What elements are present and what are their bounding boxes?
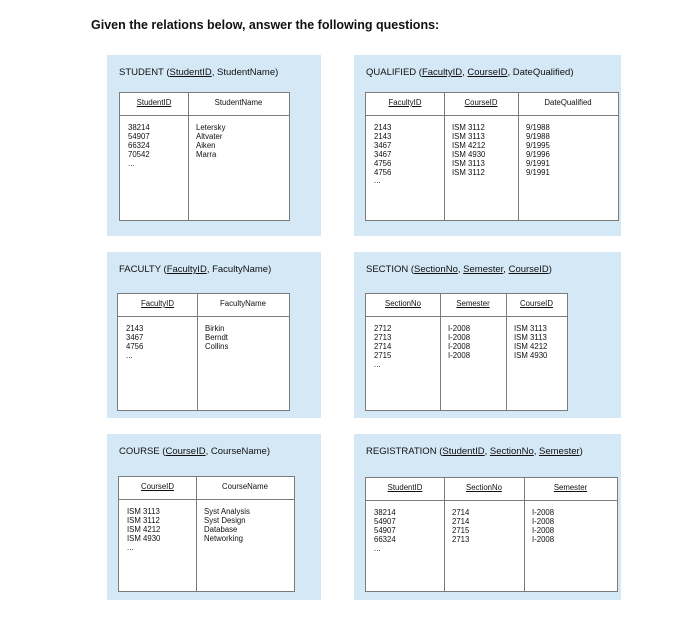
table-cell: Database xyxy=(204,524,238,534)
column-values xyxy=(127,508,160,552)
column-values xyxy=(374,509,396,553)
table-cell: 2712 xyxy=(374,324,392,333)
ellipsis-row: ... xyxy=(127,542,134,552)
primary-key-attribute: Semester xyxy=(539,446,580,457)
registration-table xyxy=(365,477,618,592)
table-cell: 2715 xyxy=(374,350,392,360)
column-values xyxy=(448,325,470,361)
table-cell: 2143 xyxy=(374,123,392,132)
column-header: FacultyID xyxy=(141,299,174,308)
table-cell: 2714 xyxy=(452,516,470,526)
table-cell: 2713 xyxy=(452,534,470,544)
attribute: CourseName xyxy=(210,446,267,457)
table-cell: 66324 xyxy=(128,140,150,150)
table-cell: 4756 xyxy=(126,341,144,351)
column-values xyxy=(526,124,550,177)
attribute: StudentName xyxy=(217,67,276,78)
table-cell: 2714 xyxy=(374,341,392,351)
column-header: CourseID xyxy=(520,299,553,308)
table-cell: ISM 3113 xyxy=(452,158,485,168)
table-cell: 66324 xyxy=(374,534,396,544)
relation-title: STUDENT (StudentID, StudentName) xyxy=(119,67,279,78)
relation-name: REGISTRATION ( xyxy=(366,446,443,457)
table-cell: 2714 xyxy=(452,508,470,517)
primary-key-attribute: FacultyID xyxy=(166,264,207,275)
table-cell: I-2008 xyxy=(448,350,471,360)
primary-key-attribute: Semester xyxy=(463,264,504,275)
column-values xyxy=(374,124,391,185)
table-cell: Networking xyxy=(204,533,243,543)
relation-name: COURSE ( xyxy=(119,446,166,457)
qualified-table xyxy=(365,92,619,221)
table-cell: I-2008 xyxy=(448,324,471,333)
column-values xyxy=(204,508,250,544)
table-cell: 2143 xyxy=(126,324,144,333)
ellipsis-row: ... xyxy=(374,543,381,553)
column-header: FacultyName xyxy=(220,299,266,308)
primary-key-attribute: CourseID xyxy=(467,67,508,78)
table-cell: Syst Design xyxy=(204,515,246,525)
table-cell: 3467 xyxy=(126,332,144,342)
column-divider xyxy=(506,294,507,410)
table-cell: 54907 xyxy=(128,131,150,141)
relation-name: FACULTY ( xyxy=(119,264,167,275)
table-cell: 38214 xyxy=(128,123,150,132)
table-cell: Berndt xyxy=(205,332,228,342)
table-cell: ISM 3113 xyxy=(514,324,547,333)
table-cell: 70542 xyxy=(128,149,150,159)
column-values xyxy=(514,325,547,361)
student-table xyxy=(119,92,290,221)
relation-name: QUALIFIED ( xyxy=(366,67,422,78)
table-cell: Birkin xyxy=(205,324,225,333)
table-cell: 4756 xyxy=(374,167,392,177)
table-cell: ISM 4212 xyxy=(514,341,548,351)
column-values xyxy=(128,124,150,168)
column-header: SectionNo xyxy=(466,483,502,492)
table-cell: ISM 3113 xyxy=(514,332,547,342)
relation-title: COURSE (CourseID, CourseName) xyxy=(119,446,270,457)
page-title: Given the relations below, answer the following questions: xyxy=(91,18,440,32)
ellipsis-row: ... xyxy=(128,158,135,168)
relation-name: STUDENT ( xyxy=(119,67,170,78)
column-values xyxy=(196,124,225,160)
table-cell: 2713 xyxy=(374,332,392,342)
primary-key-attribute: SectionNo xyxy=(414,264,458,275)
column-header: StudentName xyxy=(214,98,263,107)
registration-panel xyxy=(354,434,621,600)
table-cell: 2143 xyxy=(374,131,392,141)
relation-name: SECTION ( xyxy=(366,264,415,275)
column-values xyxy=(452,124,485,177)
course-table xyxy=(118,476,295,592)
table-cell: Letersky xyxy=(196,123,226,132)
column-header: DateQualified xyxy=(544,98,592,107)
column-header: SectionNo xyxy=(385,299,421,308)
table-cell: 54907 xyxy=(374,516,396,526)
table-cell: ISM 3112 xyxy=(127,515,160,525)
table-cell: ISM 4930 xyxy=(452,149,486,159)
table-cell: ISM 3113 xyxy=(127,507,160,516)
column-header: CourseName xyxy=(222,482,268,491)
relation-title: REGISTRATION (StudentID, SectionNo, Semester) xyxy=(366,446,583,457)
table-cell: 9/1988 xyxy=(526,123,550,132)
column-divider xyxy=(444,478,445,591)
table-cell: I-2008 xyxy=(532,508,555,517)
ellipsis-row: ... xyxy=(374,359,381,369)
column-header: StudentID xyxy=(136,98,172,107)
table-cell: ISM 4930 xyxy=(127,533,161,543)
column-divider xyxy=(188,93,189,220)
table-cell: I-2008 xyxy=(532,525,555,535)
table-cell: 3467 xyxy=(374,149,392,159)
qualified-panel xyxy=(354,55,621,236)
column-header: CourseID xyxy=(464,98,498,107)
column-header: Semester xyxy=(553,483,588,492)
table-cell: Aiken xyxy=(196,140,216,150)
table-cell: 9/1996 xyxy=(526,149,550,159)
table-cell: ISM 4930 xyxy=(514,350,548,360)
table-cell: I-2008 xyxy=(532,516,555,526)
table-cell: 9/1988 xyxy=(526,131,550,141)
table-cell: Collins xyxy=(205,341,229,351)
column-divider xyxy=(440,294,441,410)
faculty-table xyxy=(117,293,290,411)
column-header: CourseID xyxy=(141,482,174,491)
table-cell: Syst Analysis xyxy=(204,507,250,516)
column-header: FacultyID xyxy=(388,98,422,107)
table-cell: 54907 xyxy=(374,525,396,535)
primary-key-attribute: StudentID xyxy=(169,67,212,78)
column-divider xyxy=(518,93,519,220)
column-header: Semester xyxy=(456,299,490,308)
relation-title: QUALIFIED (FacultyID, CourseID, DateQualified) xyxy=(366,67,574,78)
table-cell: 2715 xyxy=(452,525,470,535)
column-header: StudentID xyxy=(387,483,423,492)
table-cell: 38214 xyxy=(374,508,396,517)
table-cell: ISM 3113 xyxy=(452,131,485,141)
table-cell: 4756 xyxy=(374,158,392,168)
column-values xyxy=(126,325,143,360)
table-cell: 9/1991 xyxy=(526,167,550,177)
section-panel xyxy=(354,252,621,418)
table-cell: I-2008 xyxy=(448,341,471,351)
column-values xyxy=(374,325,391,369)
table-cell: Altvater xyxy=(196,131,223,141)
column-divider xyxy=(197,294,198,410)
primary-key-attribute: FacultyID xyxy=(421,67,463,78)
course-panel xyxy=(107,434,321,600)
column-divider xyxy=(444,93,445,220)
table-cell: ISM 3112 xyxy=(452,123,485,132)
primary-key-attribute: CourseID xyxy=(165,446,206,457)
table-cell: ISM 4212 xyxy=(127,524,161,534)
section-table xyxy=(365,293,568,411)
ellipsis-row: ... xyxy=(374,176,381,186)
attribute: DateQualified xyxy=(512,67,571,78)
relation-title: FACULTY (FacultyID, FacultyName) xyxy=(119,264,272,275)
column-divider xyxy=(524,478,525,591)
table-cell: I-2008 xyxy=(448,332,471,342)
column-values xyxy=(205,325,228,352)
primary-key-attribute: CourseID xyxy=(508,264,549,275)
faculty-panel xyxy=(107,252,321,418)
primary-key-attribute: StudentID xyxy=(442,446,485,457)
table-cell: 9/1995 xyxy=(526,140,550,150)
table-cell: ISM 4212 xyxy=(452,140,486,150)
table-cell: 9/1991 xyxy=(526,158,550,168)
student-panel xyxy=(107,55,321,236)
table-cell: Marra xyxy=(196,149,217,159)
column-values xyxy=(532,509,554,545)
ellipsis-row: ... xyxy=(126,350,133,360)
attribute: FacultyName xyxy=(212,264,269,275)
column-divider xyxy=(196,477,197,591)
table-cell: 3467 xyxy=(374,140,392,150)
primary-key-attribute: SectionNo xyxy=(489,446,534,457)
table-cell: ISM 3112 xyxy=(452,167,485,177)
table-cell: I-2008 xyxy=(532,534,555,544)
column-values xyxy=(452,509,469,545)
relation-title: SECTION (SectionNo, Semester, CourseID) xyxy=(366,264,552,275)
